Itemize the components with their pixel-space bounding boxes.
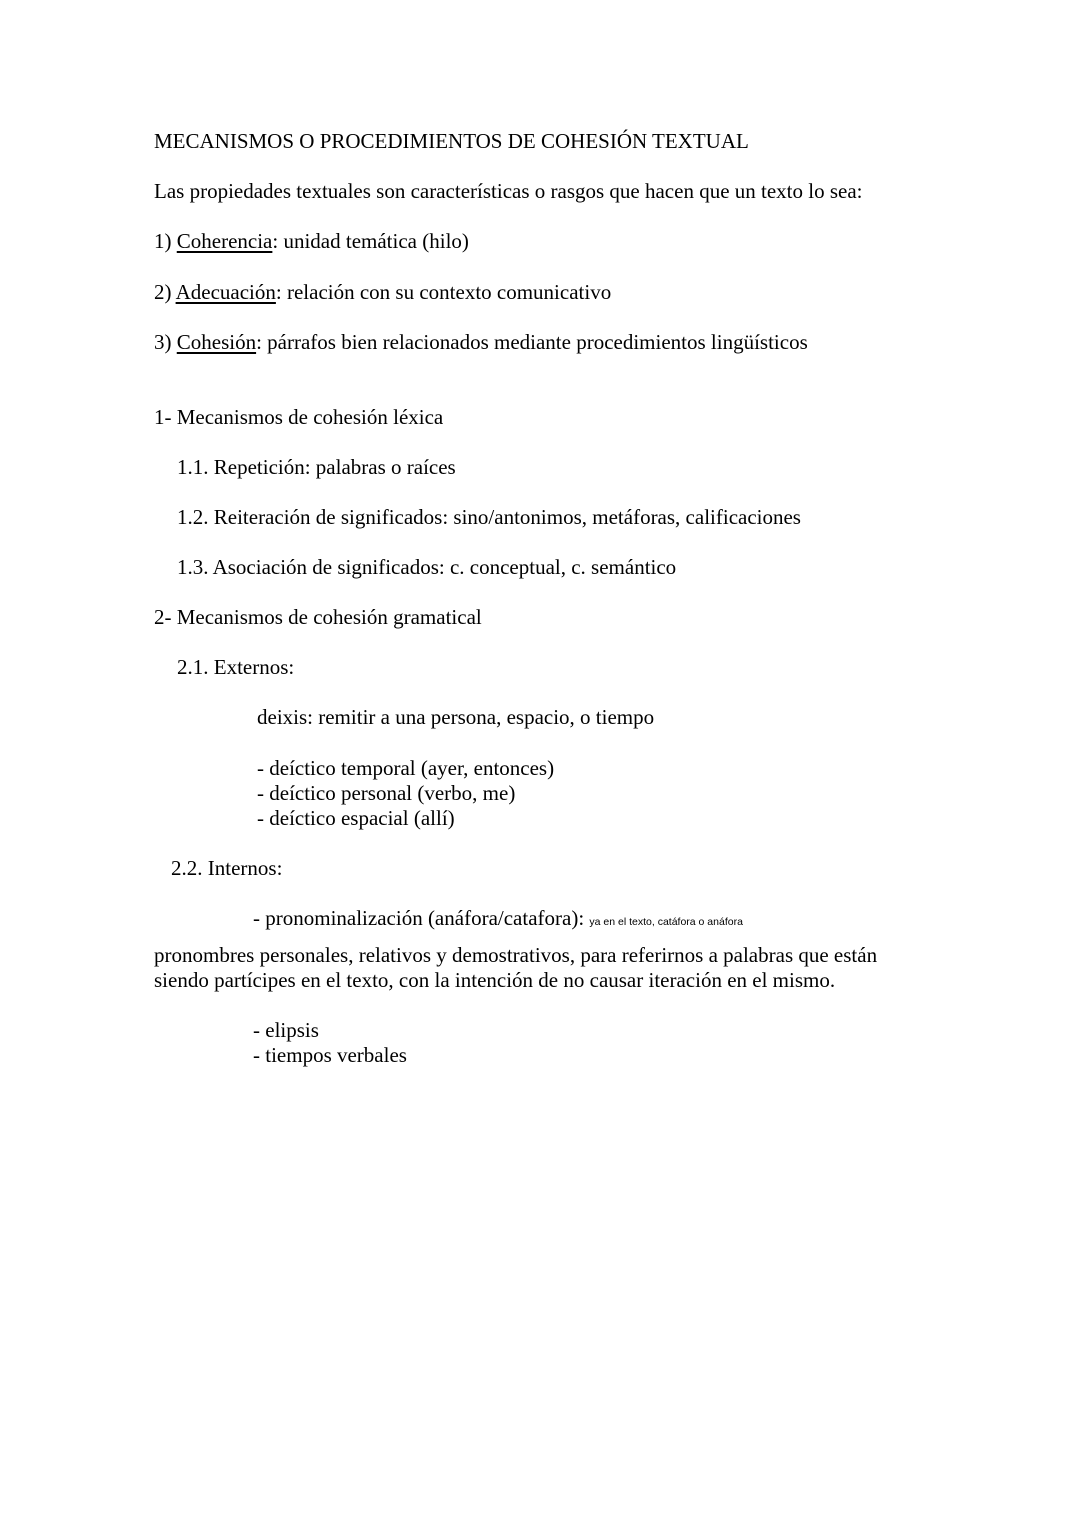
paragraph-line: pronombres personales, relativos y demostrativos, para referirnos a palabras que están bbox=[154, 943, 878, 967]
external-heading: 2.1. Externos: bbox=[177, 655, 295, 679]
deixis-definition: deixis: remitir a una persona, espacio, o tiempo bbox=[257, 705, 655, 729]
lexical-item: 1.1. Repetición: palabras o raíces bbox=[177, 455, 456, 479]
deixis-item: - deíctico temporal (ayer, entonces) bbox=[257, 756, 555, 780]
document-title: MECANISMOS O PROCEDIMIENTOS DE COHESIÓN TEXTUAL bbox=[154, 129, 749, 153]
property-number: 2) bbox=[154, 280, 176, 304]
property-term: Adecuación bbox=[175, 280, 276, 304]
internal-item: - tiempos verbales bbox=[253, 1043, 407, 1067]
pronominalization-note: ya en el texto, catáfora o anáfora bbox=[589, 916, 743, 928]
lexical-item: 1.3. Asociación de significados: c. conceptual, c. semántico bbox=[177, 555, 677, 579]
intro-text: Las propiedades textuales son características o rasgos que hacen que un texto lo sea: bbox=[154, 179, 863, 203]
grammatical-heading: 2- Mecanismos de cohesión gramatical bbox=[154, 605, 482, 629]
lexical-heading: 1- Mecanismos de cohesión léxica bbox=[154, 405, 444, 429]
internal-heading: 2.2. Internos: bbox=[171, 856, 283, 880]
property-adecuacion bbox=[154, 280, 611, 304]
property-number: 1) bbox=[154, 229, 177, 253]
property-number: 3) bbox=[154, 330, 177, 354]
paragraph-line: siendo partícipes en el texto, con la intención de no causar iteración en el mismo. bbox=[154, 968, 836, 992]
lexical-item: 1.2. Reiteración de significados: sino/antonimos, metáforas, calificaciones bbox=[177, 505, 801, 529]
property-term: Coherencia bbox=[176, 229, 273, 253]
deixis-item: - deíctico personal (verbo, me) bbox=[257, 781, 516, 805]
property-definition: : párrafos bien relacionados mediante procedimientos lingüísticos bbox=[256, 330, 808, 354]
property-cohesion bbox=[154, 330, 808, 354]
pronominalization-line bbox=[253, 906, 743, 934]
property-definition: : relación con su contexto comunicativo bbox=[275, 280, 612, 304]
property-coherencia bbox=[154, 229, 469, 253]
internal-item: - elipsis bbox=[253, 1018, 319, 1042]
property-definition: : unidad temática (hilo) bbox=[272, 229, 469, 253]
property-term: Cohesión bbox=[176, 330, 257, 354]
pronominalization-label: - pronominalización (anáfora/catafora): bbox=[253, 906, 585, 930]
deixis-item: - deíctico espacial (allí) bbox=[257, 806, 455, 830]
